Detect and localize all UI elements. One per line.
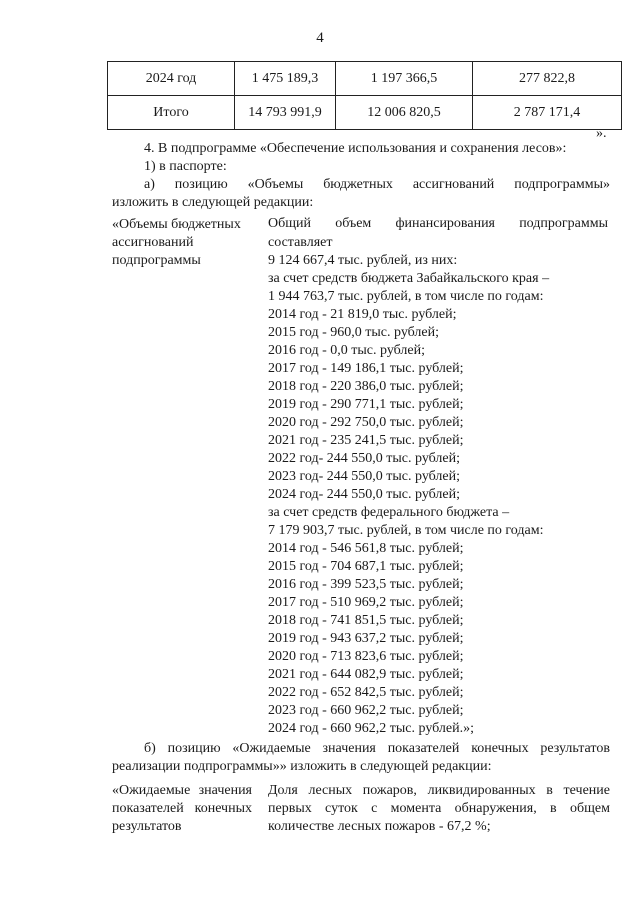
funding-line: 2024 год- 244 550,0 тыс. рублей; <box>268 487 461 502</box>
results-text-row3: количестве лесных пожаров - 67,2 %; <box>268 819 491 834</box>
funding-line: 2022 год- 244 550,0 тыс. рублей; <box>268 451 461 466</box>
word: конечных <box>194 801 252 816</box>
funding-line: 2019 год - 290 771,1 тыс. рублей; <box>268 397 464 412</box>
word: первых <box>268 801 312 816</box>
word: течение <box>563 783 610 798</box>
results-text-row1 <box>268 783 610 799</box>
word: значения <box>322 741 376 756</box>
funding-line: 9 124 667,4 тыс. рублей, из них: <box>268 253 458 268</box>
item-b-line1 <box>144 741 610 757</box>
closing-quote: ». <box>596 126 607 141</box>
results-label-row1 <box>112 783 252 799</box>
item-a-line1 <box>144 177 610 193</box>
funding-line: за счет средств федерального бюджета – <box>268 505 510 520</box>
financing-table <box>107 61 622 130</box>
funding-line: 2014 год - 546 561,8 тыс. рублей; <box>268 541 464 556</box>
word: лесных <box>308 783 353 798</box>
funding-line: 2020 год - 713 823,6 тыс. рублей; <box>268 649 464 664</box>
funding-line: 2023 год- 244 550,0 тыс. рублей; <box>268 469 461 484</box>
funding-line: 2014 год - 21 819,0 тыс. рублей; <box>268 307 457 322</box>
table-cell: Итого <box>108 96 235 130</box>
word: общем <box>569 801 610 816</box>
word: подпрограммы» <box>514 177 610 192</box>
word: Общий <box>268 216 311 231</box>
word: «Объемы <box>247 177 304 192</box>
word: результатов <box>540 741 610 756</box>
results-text-row2 <box>268 801 610 817</box>
word: суток <box>325 801 358 816</box>
word: в <box>550 801 557 816</box>
funding-first-line <box>268 216 608 232</box>
table-row <box>108 96 622 130</box>
funding-line: 1 944 763,7 тыс. рублей, в том числе по годам: <box>268 289 544 304</box>
funding-line: 7 179 903,7 тыс. рублей, в том числе по годам: <box>268 523 544 538</box>
funding-label <box>112 216 241 270</box>
page-number: 4 <box>316 30 324 46</box>
table-cell: 2024 год <box>108 62 235 96</box>
results-label-row3: результатов <box>112 819 182 834</box>
word: а) <box>144 177 155 192</box>
word: финансирования <box>395 216 495 231</box>
funding-line: 2018 год - 220 386,0 тыс. рублей; <box>268 379 464 394</box>
word: показателей <box>387 741 460 756</box>
table-cell: 277 822,8 <box>473 62 622 96</box>
funding-line: 2019 год - 943 637,2 тыс. рублей; <box>268 631 464 646</box>
word: позицию <box>174 177 228 192</box>
table-cell: 2 787 171,4 <box>473 96 622 130</box>
word: бюджетных <box>323 177 393 192</box>
item-4-heading: 4. В подпрограмме «Обеспечение использования и сохранения лесов»: <box>144 141 567 156</box>
funding-line: 2016 год - 399 523,5 тыс. рублей; <box>268 577 464 592</box>
funding-line: 2015 год - 960,0 тыс. рублей; <box>268 325 440 340</box>
word: значения <box>198 783 252 798</box>
funding-line: 2017 год - 149 186,1 тыс. рублей; <box>268 361 464 376</box>
word: показателей <box>112 801 184 816</box>
table-cell: 14 793 991,9 <box>235 96 336 130</box>
funding-text <box>268 234 549 738</box>
funding-line: 2016 год - 0,0 тыс. рублей; <box>268 343 426 358</box>
word: ликвидированных <box>427 783 536 798</box>
word: момента <box>390 801 442 816</box>
word: ассигнований <box>412 177 495 192</box>
label-line: ассигнований <box>112 235 194 250</box>
label-line: «Объемы бюджетных <box>112 217 241 232</box>
funding-line: 2018 год - 741 851,5 тыс. рублей; <box>268 613 464 628</box>
funding-line: 2021 год - 235 241,5 тыс. рублей; <box>268 433 464 448</box>
word: подпрограммы <box>519 216 608 231</box>
funding-line: 2020 год - 292 750,0 тыс. рублей; <box>268 415 464 430</box>
word: с <box>371 801 378 816</box>
word: «Ожидаемые <box>112 783 191 798</box>
funding-line: 2022 год - 652 842,5 тыс. рублей; <box>268 685 464 700</box>
word: объем <box>335 216 372 231</box>
funding-line: 2015 год - 704 687,1 тыс. рублей; <box>268 559 464 574</box>
results-label-row2 <box>112 801 252 817</box>
word: Доля <box>268 783 298 798</box>
funding-line: за счет средств бюджета Забайкальского края – <box>268 271 550 286</box>
subitem-1: 1) в паспорте: <box>144 159 227 174</box>
word: позицию <box>167 741 221 756</box>
label-line: подпрограммы <box>112 253 201 268</box>
table-cell: 12 006 820,5 <box>336 96 473 130</box>
funding-line: 2023 год - 660 962,2 тыс. рублей; <box>268 703 464 718</box>
funding-line: составляет <box>268 235 333 250</box>
word: «Ожидаемые <box>232 741 311 756</box>
funding-line: 2021 год - 644 082,9 тыс. рублей; <box>268 667 464 682</box>
table-cell: 1 197 366,5 <box>336 62 473 96</box>
word: обнаружения, <box>454 801 537 816</box>
word: пожаров, <box>362 783 417 798</box>
item-a-line2: изложить в следующей редакции: <box>112 195 314 210</box>
word: конечных <box>471 741 529 756</box>
item-b-line2: реализации подпрограммы»» изложить в следующей редакции: <box>112 759 492 774</box>
table-row <box>108 62 622 96</box>
word: в <box>546 783 553 798</box>
funding-line: 2017 год - 510 969,2 тыс. рублей; <box>268 595 464 610</box>
table-cell: 1 475 189,3 <box>235 62 336 96</box>
funding-line: 2024 год - 660 962,2 тыс. рублей.»; <box>268 721 475 736</box>
word: б) <box>144 741 156 756</box>
